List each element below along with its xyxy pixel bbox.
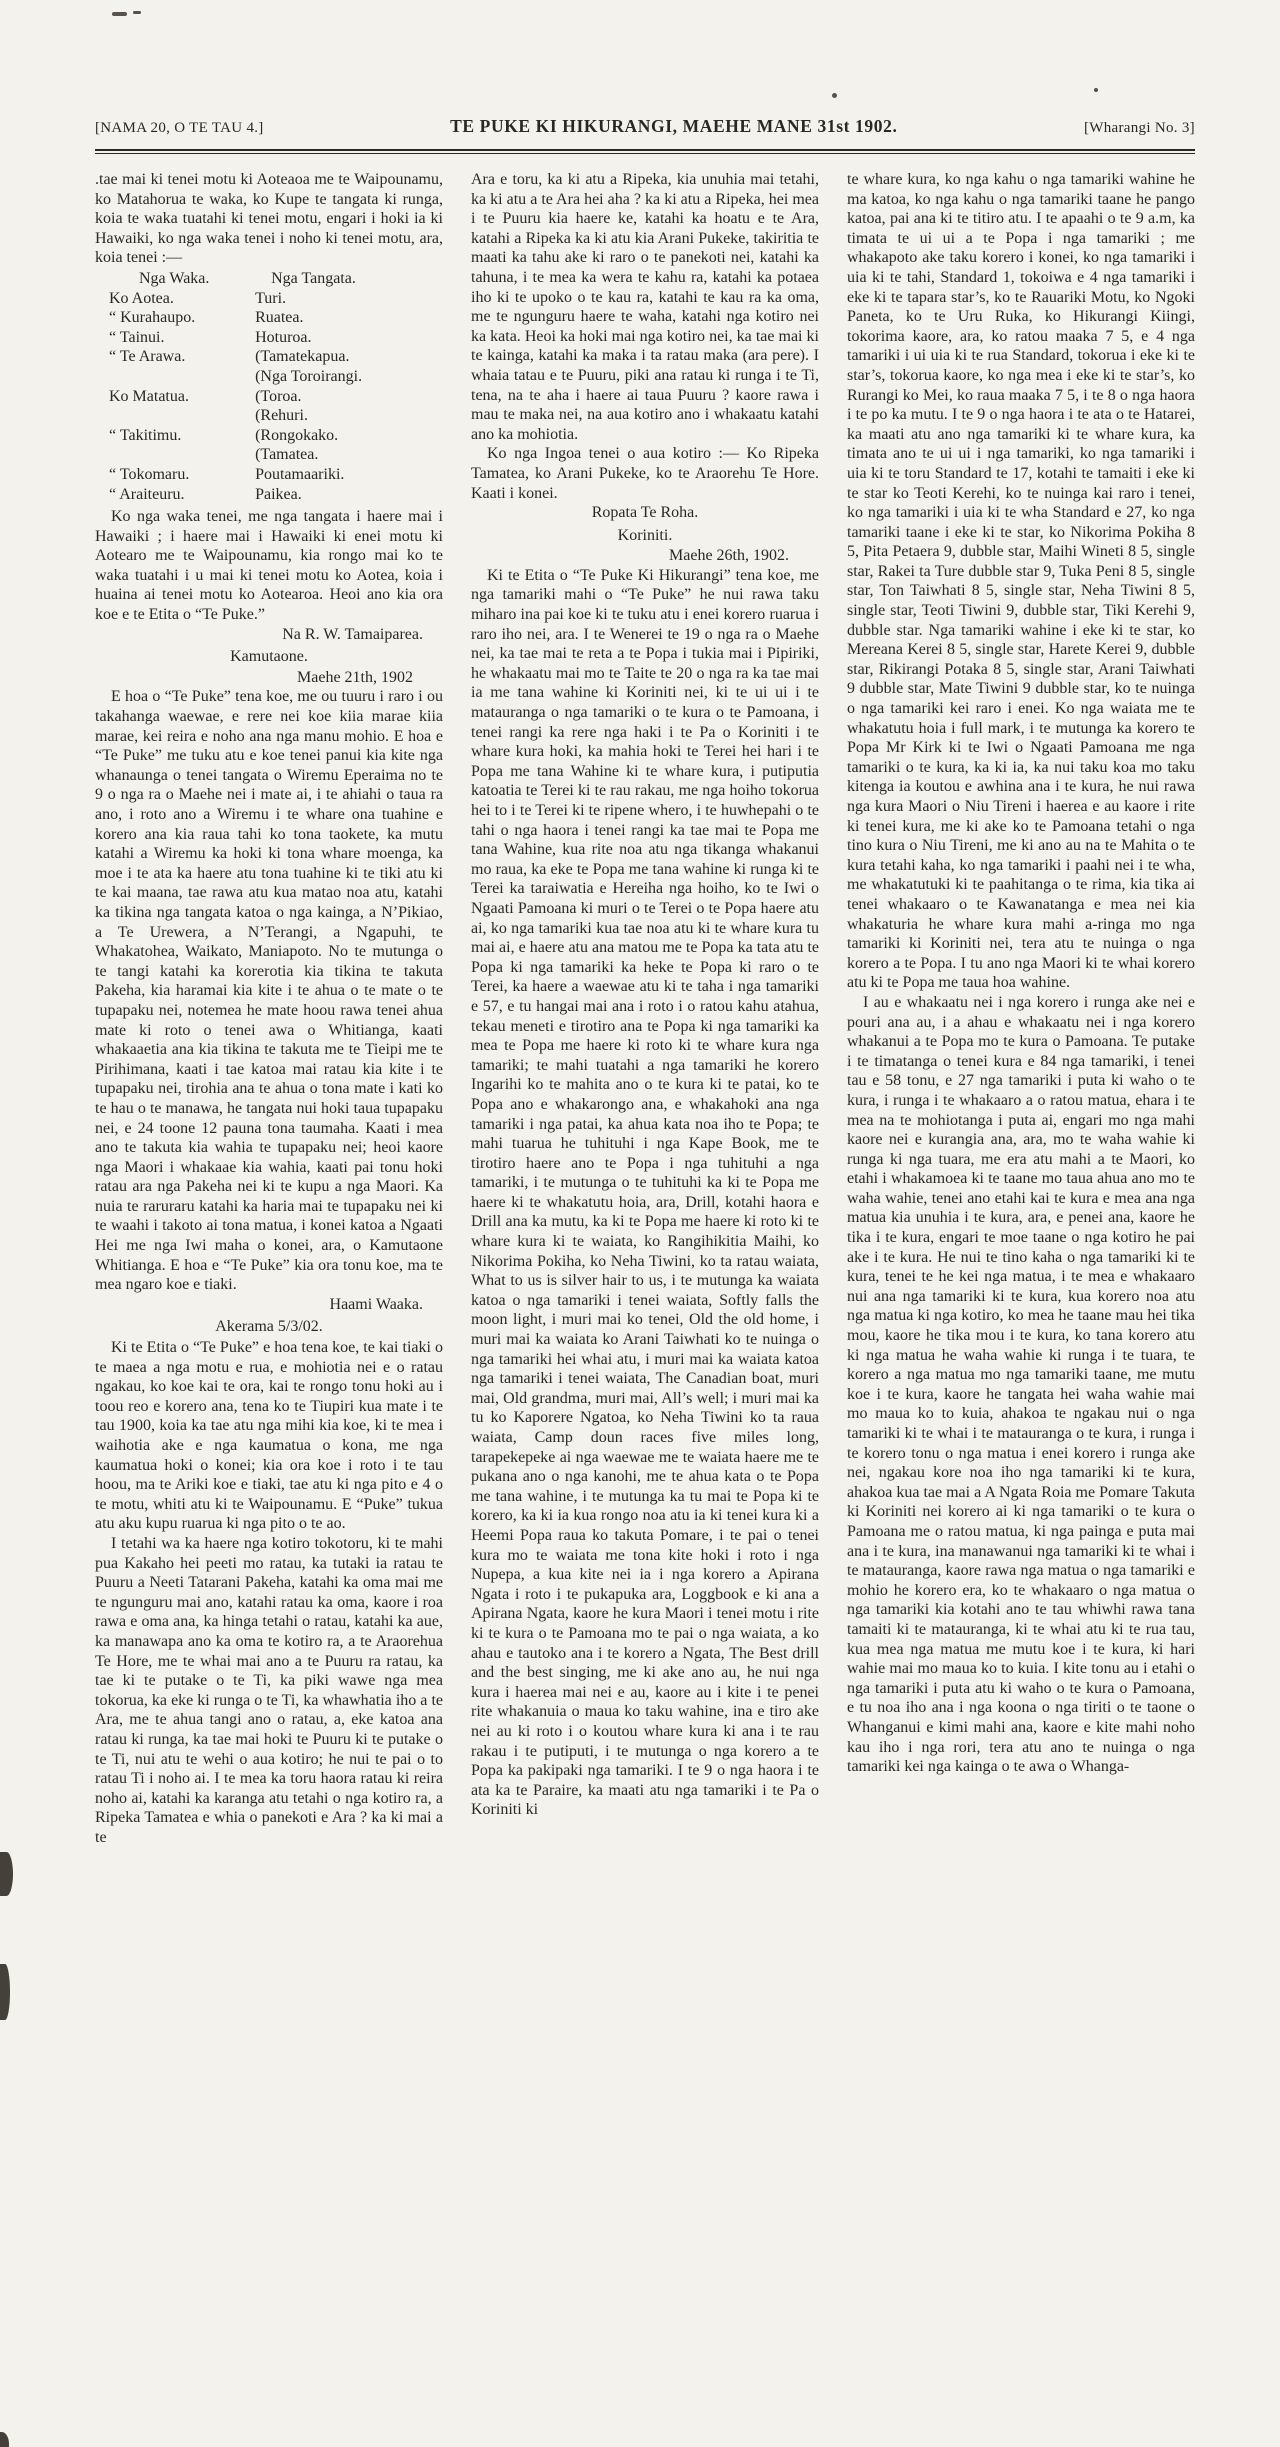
paragraph: .tae mai ki tenei motu ki Aoteaoa me te Waipounamu, ko Matahorua te waka, ko Kupe te tangata ki runga, koia te waka tuatahi ki tenei motu, engari i hoki ia ki Hawaiki, ko nga waka tenei i noho ki tenei motu, ara, koia tenei :— bbox=[95, 171, 443, 267]
waka-name bbox=[95, 445, 255, 465]
paragraph: te whare kura, ko nga kahu o nga tamariki wahine he ma katoa, ko nga kahu o nga tamariki taane he pango katoa, pai ana ki te titiro atu. I te apaahi o te 9 a.m, ka timata te ui ui a te Popa i nga tamariki ; me whakapoto ake taku korero i konei, ko nga tamariki i uia ki te tahi, Standard 1, tokoiwa e 4 nga tamariki i eke ki te tapara star’s, ko te Rauariki Motu, ko Ngoki Paneta, ko te Uru Ruka, ko Hikurangi Kiingi, tokorima kaore, ara, ko ratou maaka 7 5, e 4 nga tamariki i ui uia ki te rua Standard, tokorua i eke ki te star’s, tokorua kaore, ko nga mea i eke ki te star’s, ko Rurangi ko Mei, ko raua maaka 7 5, i te 8 o nga haora i te po ka mutu. I te 9 o nga haora i te ata o te Hatarei, ka maati atu ano nga tamariki ki te whare kura, ka timata ano te ui ui i nga tamariki, ko nga tamariki i uia ki te toru Standard te 17, kotahi te tamaiti i eke ki te star ko Teoti Kerehi, ko te nuinga kai raro i tenei, ko nga tamariki i uia ki te wha Standard e 27, ko nga tamariki taane i eke ki te star, ko Nikorima Pokiha 8 5, Pita Petaera 9, dubble star, Maihi Wineti 8 5, single star, Rakei ta Ture dubble star 9, Tuka Peni 8 5, single star, Ton Taiwhati 8 5, single star, Neha Tiwini 8 5, single star, Teoti Tiwini 9, dubble star, Tiki Kerehi 9, dubble star. Nga tamariki wahine i eke ki te star, ko Mereana Kerei 8 5, single star, Harete Kerei 9, dubble star, Rikirangi Potaka 8 5, single star, Arani Taiwhati 9 dubble star, Mate Tiwini 9 dubble star, ko te nuinga o nga tamariki kei raro i enei. Ko nga waiata me te whakatutu hoia i full mark, i te mutunga ka korero te Popa Mr Kirk ki te Iwi o Ngaati Pamoana me nga tamariki o te kura, ka ki ia, ka nui taku koa mo taku kitenga ia koutou e awhina ana i te kura, he nui rawa nga kura Maori o Niu Tireni i haerea e au kaore i rite ki tenei kura, me ki ake ko te Pamoana tetahi o nga tino kura o Niu Tireni, me ki ano au na te Mahita o te kura tetahi kaha, ko nga tamariki i paahi nei i te wha, me whakatutuki ki te paahitanga o te rima, kia tika ai tenei whakaaro o te Kawanatanga e mea nei kia whakaturia he whare kura mahi a-ringa mo nga tamariki ki Koriniti nei, tera atu te nuinga o nga korero a te Popa. I tu ano nga Maori ki te whai korero atu ki te Popa me taua hoa wahine. bbox=[847, 171, 1195, 992]
paragraph: I tetahi wa ka haere nga kotiro tokotoru, ki te mahi pua Kakaho hei peeti mo ratau, ka tutaki ia ratau te Puuru a Neeti Tatarani Pakeha, katahi ka oma mai me te ngunguru mai ano, katahi ratau ka oma, kaore i roa rawa e oma ana, ka hinga tetahi o ratau, katahi ka aue, ka manawapa ano ka oma te kotiro ra, a te Araorehua Te Hore, me te whai mai ano a te Puuru ra ratau, ka tae ki te putake o te Ti, ka piki wawe nga mea tokorua, ka eke ki runga o te Ti, ka whawhatia iho a te Ara, me te ahua tangi ano o ratau, a, eke katoa ana ratau ki runga, ka tae mai hoki te Puuru ki te putake o te Ti, nui atu te wehi o aua kotiro; he nui te pai o to ratau Ti i noho ai. I te mea ka toru haora ratau ki reira noho ai, katahi ka karanga atu tetahi o nga kotiro ra, a Ripeka Tamatea e whia o panekoti e Ara ? ka ki mai a te bbox=[95, 1534, 443, 1846]
waka-name: Ko Aotea. bbox=[109, 289, 174, 307]
tangata-name: Turi. bbox=[255, 289, 287, 307]
page-number: [Wharangi No. 3] bbox=[1083, 120, 1195, 136]
ink-smudge bbox=[0, 1964, 10, 2020]
scan-speck bbox=[112, 12, 127, 16]
waka-table-row bbox=[95, 347, 443, 367]
waka-table-row bbox=[95, 367, 443, 387]
waka-crew-table bbox=[95, 269, 443, 504]
article-columns bbox=[95, 170, 1195, 2438]
paragraph: Ara e toru, ka ki atu a Ripeka, kia unuhia mai tetahi, ka ki atu a te Ara hei aha ? ka ki atu a Ripeka, hei mea i te Puuru kia haere ke, katahi ka hoatu e te Ara, katahi a Ripeka ka ki atu kia Arani Pukeke, takiritia te maati ka tahu ake ki raro o te panekoti nei, katahi ka tahuna, i te mea ka wera te kahu ra, katahi ka potaea iho ki te upoko o te kau ra, katahi te kau ra ka oma, me te ngunguru haere te waha, katahi nga kotiro nei ka kata. Heoi ka hoki mai nga kotiro nei, ka tae mai ki te kainga, katahi ka maka i ta ratau maka (ara pere). I whaia tatau e te Puuru, piki ana ratau ki runga i te Ti, tena, na te aha i haere ai taua Puuru ? kaore rawa i mau te maka nei, na aua kotiro ano i whakaatu katahi ano ka mohiotia. bbox=[471, 171, 819, 443]
masthead bbox=[95, 116, 1195, 137]
signature: Haami Waaka. bbox=[329, 1295, 423, 1313]
waka-name: Ko Matatua. bbox=[109, 387, 189, 405]
tangata-name: (Toroa. bbox=[255, 387, 302, 405]
tangata-name: (Nga Toroirangi. bbox=[255, 367, 363, 385]
waka-name bbox=[95, 367, 255, 387]
waka-name: “ Takitimu. bbox=[109, 426, 182, 444]
paragraph: Ki te Etita o “Te Puke” e hoa tena koe, te kai tiaki o te maea a nga motu e rua, e mohiotia nei e o ratau ngakau, ko koe kai te ora, kai te rongo tonu hoki au i toou reo e korero ana, tena ko te Tiupiri kua mate i te tau 1900, koia ka tae atu nga mihi kia koe, ki te mea i waihotia ake e nga kaumatua o kona, me nga kaumatua hoki o konei; kia ora koe i roto i te tau hoou, ma te Ariki koe e tiaki, tae atu ki nga pito e 4 o te motu, whiti atu ki te Waipounamu. E “Puke” tukua atu aku kupu ruarua ki nga pito o te ao. bbox=[95, 1339, 443, 1533]
tangata-name: Hoturoa. bbox=[255, 328, 312, 346]
waka-name: “ Tokomaru. bbox=[109, 465, 190, 483]
ink-smudge bbox=[0, 2432, 9, 2447]
waka-table-header bbox=[95, 269, 443, 289]
column-2 bbox=[471, 170, 819, 2438]
waka-name: “ Tainui. bbox=[109, 328, 165, 346]
paragraph: I au e whakaatu nei i nga korero i runga ake nei e pouri ana au, i a ahau e whakaatu nei i nga korero whakanui a te Popa mo te kura o Pamoana. Te putake i te timatanga o tenei kura e 84 nga tamariki, i tenei tau e 58 tonu, e 27 nga tamariki i puta ki waho o te kura, i runga i te whakaaro a o ratou matua, ehara i te mea na te mohiotanga i puta ai, engari mo nga mahi kaore nei e kurangia ana, ara, mo te waha wahie ki runga ki nga tuara, me era atu mahi a te Maori, ko etahi i whakamoea ki te taane mo taua ahua ano mo te waha wahie, tenei ano etahi kai te kura e mea ana nga matua kia unuhia i te kura, ara, e penei ana, kaore he tika i te kura, engari te moe taane o nga kotiro he pai ake i te kura. He nui te tino kaha o nga tamariki ki te kura, tenei te he kei nga matua, i te mea e whakaaro nui ana nga tamariki ki te kura, kua korero noa atu nga matua ki nga kotiro, ko mea he taane mau hei tika mou, kaore he tika mou i te kura, ko tana korero atu ki nga matua he waha wahie ki runga i te tuara, te korero a nga matua mo nga tamariki taane, me mutu koe i te kura, kaore he tangata hei waha wahie mai mo maua ko to kuia, ahakoa te ngakau nui o nga tamariki ki te whai i te matauranga o te kura, i runga i te korero tonu o nga matua i enei korero i runga ake nei, ngakau kore noa iho nga tamariki ki te kura, ahakoa kua tae mai a A Ngata Roia me Pomare Takuta ki Koriniti nei korero ai ki nga tamariki o te kura o Pamoana me o ratou matua, ki nga painga e puta mai ana i te kura, ina manawanui nga tamariki ki te whai i te matauranga, kaore rawa nga matua o nga tamariki e mohio he korero era, ko te whakaaro o nga matua o nga tamariki kia kotahi ano te tau whiwhi rawa tana tamaiti ki te matauranga, ki te whai atu ki te rua tau, kua mea nga matua me mutu koe i te kura, ki hari wahie mai mo maua ko to kuia. I kite tonu au i etahi o nga tamariki i puta atu ki waho o te kura o Pamoana, e tu noa iho ana i nga koona o nga tiriti o te taone o Whanganui e kimi mahi ana, kaore e kite mahi noho kau iho i nga rori, tera atu ano te nuinga o nga tamariki kei nga kainga o te awa o Whanga- bbox=[847, 993, 1195, 1776]
scan-speck bbox=[133, 11, 141, 14]
tangata-name: Poutamaariki. bbox=[255, 465, 345, 483]
waka-table-row bbox=[95, 387, 443, 407]
scan-speck bbox=[832, 93, 837, 98]
tangata-name: Paikea. bbox=[255, 485, 302, 503]
waka-table-row bbox=[95, 289, 443, 309]
paragraph: E hoa o “Te Puke” tena koe, me ou tuuru i raro i ou takahanga waewae, e rere nei koe kiia marae kiia marae, kei reira e noho ana nga manu mohio. E hoa e “Te Puke” me tuku atu e koe tenei panui kia kite nga whanaunga o tenei tangata o Wiremu Eperaima no te 9 o nga ra o Maehe nei i mate ai, i te ahiahi o taua ra ano, i roto ano a Wiremu i te whare ona tuahine e korero ana kia raua tahi ko tona taokete, ka mutu katahi a Wiremu ka hoki ki tona whare moenga, ka moe i te ata ka haere atu tona tuahine ki te tiki atu ki te kai maana, tae rawa atu kua matao noa atu, katahi ka tikina nga tangata katoa o nga kainga, a N’Pikiao, a Te Urewera, a N’Terangi, a Ngapuhi, te Whakatohea, Waikato, Maniapoto. No te mutunga o te tangi katahi ka korerotia kia tikina te takuta Pakeha, kia haramai kia kite i te ahua o te mate o te tupapaku nei, notemea he mate hoou rawa tenei ahua mate ki roto o tenei awa o Whitianga, kaati whakaaetia ana kia tikina te takuta me te Tieipi me te Pirihimana, kaati i tae katoa mai ratau kia kite i te tupapaku nei, tirohia ana te ahua o tona mate i kati ko te hau o te manawa, he tangata nui hoki taua tupapaku nei, e 24 toone 12 pauna tona taumaha. Kaati i mea ano te takuta kia wahia te tupapaku nei; heoi kaore nga Maori i whakaae kia wahia, kaati pai tonu hoki ratau ara nga Pakeha nei ki te kupu a nga Maori. Ka nuia te raruraru katahi ka haria mai te tupapaku nei ki te waahi i takoto ai tona matua, i konei katoa a Ngaati Hei me nga Iwi maha o konei, ara, o Kamutaone Whitianga. E hoa e “Te Puke” kia ora tonu koe, ma te mea ngaro koe e tiaki. bbox=[95, 688, 443, 1294]
paper-title-dateline: TE PUKE KI HIKURANGI, MAEHE MANE 31st 1902. bbox=[450, 116, 898, 136]
waka-table-row bbox=[95, 426, 443, 446]
column-1 bbox=[95, 170, 443, 2438]
masthead-rule bbox=[95, 149, 1195, 154]
signature: Na R. W. Tamaiparea. bbox=[282, 625, 423, 643]
tangata-column-header: Nga Tangata. bbox=[271, 269, 356, 287]
dateline: Maehe 21th, 1902 bbox=[297, 668, 413, 686]
signature: Ropata Te Roha. bbox=[591, 504, 699, 522]
tangata-name: (Tamatekapua. bbox=[255, 348, 350, 366]
dateline: Maehe 26th, 1902. bbox=[669, 547, 789, 565]
waka-table-row bbox=[95, 406, 443, 426]
waka-table-row bbox=[95, 328, 443, 348]
tangata-name: (Tamatea. bbox=[255, 446, 319, 464]
paragraph: Ko nga Ingoa tenei o aua kotiro :— Ko Ripeka Tamatea, ko Arani Pukeke, ko te Araorehu Te Hore. Kaati i konei. bbox=[471, 445, 819, 502]
section-heading: Kamutaone. bbox=[230, 648, 308, 666]
paragraph: Ko nga waka tenei, me nga tangata i haere mai i Hawaiki ; i haere mai i Hawaiki ki enei motu ki Aotearo me te Waipounamu, kia rongo mai ko te waka tuatahi i u mai ki tenei motu ko Aotea, koia i huaina ai tenei motu ko Aotearoa. Heoi ano kia ora koe e te Etita o “Te Puke.” bbox=[95, 508, 443, 624]
ink-smudge bbox=[0, 1852, 13, 1896]
tangata-name: Ruatea. bbox=[255, 309, 304, 327]
scan-speck bbox=[1094, 88, 1098, 92]
waka-table-row bbox=[95, 485, 443, 505]
waka-name: “ Kurahaupo. bbox=[109, 309, 196, 327]
issue-number: [NAMA 20, O TE TAU 4.] bbox=[95, 120, 264, 136]
waka-column-header: Nga Waka. bbox=[139, 269, 210, 287]
waka-table-row bbox=[95, 308, 443, 328]
paragraph: Ki te Etita o “Te Puke Ki Hikurangi” tena koe, me nga tamariki mahi o “Te Puke” he nui rawa taku miharo ina pai koe ki te tuku atu i enei korero ruarua i raro iho nei, ara. I te Wenerei te 19 o nga ra o Maehe nei, ka tae mai te reta a te Popa i tukia mai i Pipiriki, he whakaatu mai mo te Taite te 20 o nga ra ka tae mai ia me tana wahine ki Koriniti nei, ki te ui ui i te matauranga o nga tamariki o te kura o te Pamoana, i tenei rangi ka rere nga haki i te Pa o Koriniti i te whare kura hoki, ka mahia hoki te Terei hei hari i te Popa me tana Wahine ki te whare kura, i putiputia katoatia te Terei ki te rau rakau, me nga hoiho tokorua hei to i te Terei ki te ripene whero, i te huwhepahi o te tahi o nga haora i tenei rangi ka tae mai te Popa me tana Wahine, kua rite noa atu nga tikanga whakanui mo raua, ka eke te Popa me tana wahine ki runga ki te Terei ka taraiwatia e Hereiha nga hoiho, ko te Iwi o Ngaati Pamoana ki muri o te Terei o te Popa haere atu ai, ko nga tamariki kua tae noa atu ki te whare kura tu mai ai, e haere atu ana matou me te Popa ka tata atu te Popa ki nga tamariki ka heke te Popa ki raro o te Terei, ka haere a waewae atu ki te taha i nga tamariki e 57, e tu hangai mai ana i roto i o ratou kahu atahua, tekau meneti e tirotiro ana te Popa ki nga tamariki ka mea te Popa me haere ki roto ki te whare kura nga tamariki; te mahi tuatahi a nga tamariki he korero Ingarihi ko te mahita ano o te kura ki te patai, ko te Popa ano e whakarongo ana, e whakahoki ana nga tamariki i nga patai, ka ahua kata noa iho te Popa; te mahi tuarua he tuhituhi i nga Kape Book, me te tirotiro haere ano te Popa i nga tuhituhi a nga tamariki, i te mutunga o te tuhituhi ka ki te Popa me haere ki te whakatutu hoia, ara, Drill, kotahi haora e Drill ana ka mutu, ka ki te Popa me haere ki roto ki te whare kura ki te waiata, ko Rangihikitia Maihi, ko Nikorima Pokiha, ko Neha Tiwini, ko ta ratau waiata, What to us is silver hair to us, i te mutunga ka waiata katoa o nga tamariki i tenei waiata, Softly falls the moon light, i muri mai ko tenei, Old the old home, i muri mai ka waiata ko Arani Taiwhati ko te nuinga o nga tamariki hei whai atu, i muri mai ka waiata katoa nga tamariki i tenei waiata, The Canadian boat, muri mai, Old grandma, muri mai, All’s well; i muri mai ka tu ko Kaporere Ngatoa, ko Neha Tiwini ko ta raua waiata, Camp doun races five miles long, tarapekepeke ai nga waewae me te waiata haere me te pukana ano o nga kanohi, me te ahua kata o te Popa me tana wahine, i te mutunga ka tu mai te Popa ki te korero, ka ki ia kua rongo noa atu ia ki tenei kura ki a Heemi Popa raua ko takuta Pomare, i te pai o tenei kura mo te waiata me tona kite hoki i roto i nga Nupepa, a kua kite nei ia i nga korero a Apirana Ngata i roto i te pukapuka ara, Loggbook e ki ana a Apirana Ngata, kaore he kura Maori i tenei motu i rite ki te kura o te Pamoana mo te pai o nga waiata, a ko ahau e tautoko ana i te korero a Ngata, The Best drill and the best singing, me ki ake ano au, he nui nga kura i haerea mai nei e au, kaore au i kite i te penei rite whakanuia o maua ko taku wahine, ina e tiro ake nei au ki roto i o koutou whare kura ki ana i te rau rakau i te putiputi, i te mutunga o nga korero a te Popa ka pakipaki nga tamariki. I te 9 o nga haora i te ata ka te Paraire, ka maati atu nga tamariki i te Pa o Koriniti ki bbox=[471, 566, 819, 1819]
tangata-name: (Rongokako. bbox=[255, 426, 339, 444]
waka-name bbox=[95, 406, 255, 426]
section-heading: Koriniti. bbox=[617, 526, 673, 544]
column-3 bbox=[847, 170, 1195, 2438]
section-heading: Akerama 5/3/02. bbox=[215, 1318, 323, 1336]
waka-name: “ Te Arawa. bbox=[109, 348, 186, 366]
tangata-name: (Rehuri. bbox=[255, 407, 308, 425]
waka-table-row bbox=[95, 445, 443, 465]
waka-table-row bbox=[95, 465, 443, 485]
waka-name: “ Araiteuru. bbox=[109, 485, 185, 503]
